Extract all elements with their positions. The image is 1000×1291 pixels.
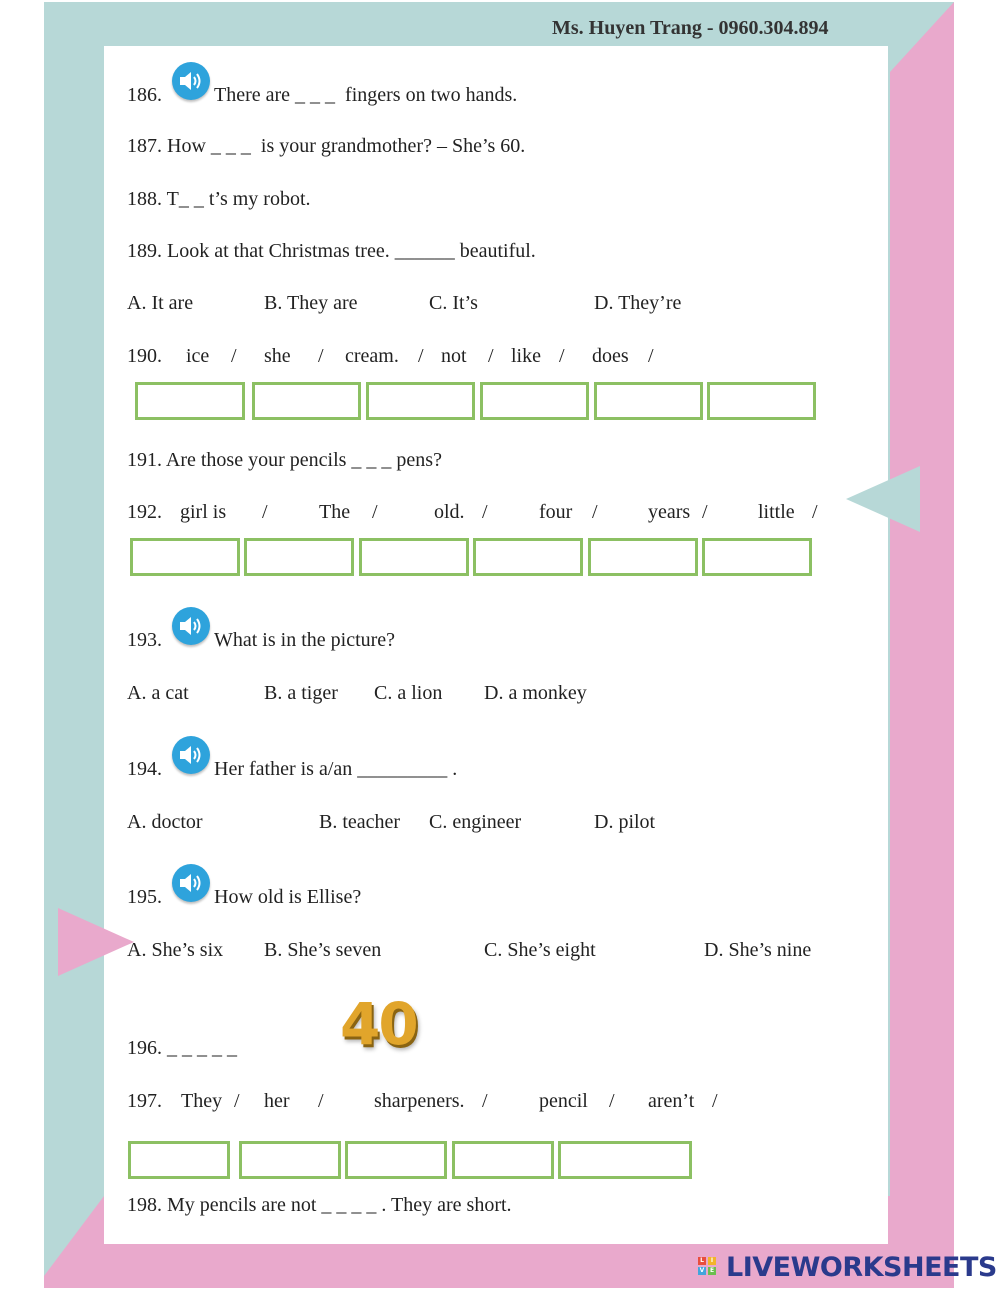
q197-word: her	[264, 1090, 290, 1112]
q192-slash: /	[592, 501, 598, 523]
q192-answer-box-6[interactable]	[702, 538, 812, 576]
q189-option-b[interactable]: B. They are	[264, 292, 358, 314]
q189-option-d[interactable]: D. They’re	[594, 292, 682, 314]
q190-slash: /	[231, 345, 237, 367]
q190-word: not	[441, 345, 467, 367]
q195-option-d[interactable]: D. She’s nine	[704, 939, 812, 961]
q195-option-c[interactable]: C. She’s eight	[484, 939, 596, 961]
q192-slash: /	[482, 501, 488, 523]
q195-number: 195.	[127, 886, 162, 908]
q196-text: 196. _ _ _ _ _	[127, 1037, 237, 1059]
q197-word: aren’t	[648, 1090, 695, 1112]
q192-word: old.	[434, 501, 465, 523]
q190-word: does	[592, 345, 629, 367]
q193-text: What is in the picture?	[214, 629, 396, 651]
q195-option-b[interactable]: B. She’s seven	[264, 939, 382, 961]
q187-text: 187. How _ _ _ is your grandmother? – She’s 60.	[127, 135, 526, 157]
q189-option-a[interactable]: A. It are	[127, 292, 194, 314]
q186-number: 186.	[127, 84, 162, 106]
q192-word: four	[539, 501, 573, 523]
q197-slash: /	[712, 1090, 718, 1112]
q195-text: How old is Ellise?	[214, 886, 362, 908]
q193-option-d[interactable]: D. a monkey	[484, 682, 587, 704]
q197-word: They	[181, 1090, 223, 1112]
q197-answer-box-2[interactable]	[239, 1141, 341, 1179]
q191-text: 191. Are those your pencils _ _ _ pens?	[127, 449, 442, 471]
q192-word: girl is	[180, 501, 227, 523]
speaker-icon	[179, 744, 203, 766]
pink-triangle-decoration	[58, 908, 134, 976]
teal-triangle-decoration	[846, 466, 920, 532]
q190-answer-box-1[interactable]	[135, 382, 245, 420]
speaker-icon	[179, 872, 203, 894]
q194-number: 194.	[127, 758, 162, 780]
q190-word: like	[511, 345, 541, 367]
q190-word: cream.	[345, 345, 399, 367]
q190-number: 190.	[127, 345, 162, 367]
q197-slash: /	[609, 1090, 615, 1112]
pink-frame-right	[890, 2, 954, 1244]
q197-answer-box-4[interactable]	[452, 1141, 554, 1179]
q192-word: The	[319, 501, 351, 523]
q194-audio-button[interactable]	[172, 736, 210, 774]
q197-answer-box-1[interactable]	[128, 1141, 230, 1179]
q197-number: 197.	[127, 1090, 162, 1112]
q190-slash: /	[488, 345, 494, 367]
q197-slash: /	[234, 1090, 240, 1112]
q193-audio-button[interactable]	[172, 607, 210, 645]
q192-answer-box-5[interactable]	[588, 538, 698, 576]
q190-answer-box-5[interactable]	[594, 382, 703, 420]
q188-text: 188. T_ _ t’s my robot.	[127, 188, 311, 210]
q192-slash: /	[372, 501, 378, 523]
q192-answer-box-1[interactable]	[130, 538, 240, 576]
q194-text: Her father is a/an _________ .	[214, 758, 458, 780]
q190-word: ice	[186, 345, 210, 367]
q197-answer-box-3[interactable]	[345, 1141, 447, 1179]
q197-slash: /	[318, 1090, 324, 1112]
q192-number: 192.	[127, 501, 162, 523]
q195-option-a[interactable]: A. She’s six	[127, 939, 224, 961]
logo-letter-i: I	[708, 1257, 716, 1265]
q193-number: 193.	[127, 629, 162, 651]
speaker-icon	[179, 70, 203, 92]
q190-word: she	[264, 345, 291, 367]
q189-option-c[interactable]: C. It’s	[429, 292, 478, 314]
q197-answer-box-5[interactable]	[558, 1141, 692, 1179]
q186-text: There are _ _ _ fingers on two hands.	[214, 84, 518, 106]
q194-option-b[interactable]: B. teacher	[319, 811, 401, 833]
q192-slash: /	[262, 501, 268, 523]
q190-slash: /	[559, 345, 565, 367]
q190-answer-box-3[interactable]	[366, 382, 475, 420]
q192-slash: /	[702, 501, 708, 523]
q192-word: years	[648, 501, 691, 523]
q194-option-c[interactable]: C. engineer	[429, 811, 522, 833]
q186-audio-button[interactable]	[172, 62, 210, 100]
teacher-header: Ms. Huyen Trang - 0960.304.894	[552, 17, 829, 39]
logo-letter-v: V	[699, 1267, 705, 1274]
q189-text: 189. Look at that Christmas tree. ______ beautiful.	[127, 240, 536, 262]
q190-slash: /	[418, 345, 424, 367]
logo-text: LIVEWORKSHEETS	[726, 1252, 997, 1283]
q194-option-d[interactable]: D. pilot	[594, 811, 656, 833]
q190-answer-box-4[interactable]	[480, 382, 589, 420]
q192-answer-box-4[interactable]	[473, 538, 583, 576]
q197-word: sharpeners.	[374, 1090, 465, 1112]
q190-slash: /	[648, 345, 654, 367]
q192-slash: /	[812, 501, 818, 523]
q190-slash: /	[318, 345, 324, 367]
q192-answer-box-3[interactable]	[359, 538, 469, 576]
q190-answer-box-6[interactable]	[707, 382, 816, 420]
q197-slash: /	[482, 1090, 488, 1112]
q197-word: pencil	[539, 1090, 588, 1112]
q193-option-a[interactable]: A. a cat	[127, 682, 189, 704]
q193-option-c[interactable]: C. a lion	[374, 682, 443, 704]
speaker-icon	[179, 615, 203, 637]
q194-option-a[interactable]: A. doctor	[127, 811, 203, 833]
q198-text: 198. My pencils are not _ _ _ _ . They are short.	[127, 1194, 512, 1216]
q192-answer-box-2[interactable]	[244, 538, 354, 576]
number-40-picture: 40	[340, 990, 417, 1058]
q193-option-b[interactable]: B. a tiger	[264, 682, 338, 704]
logo-letter-l: L	[698, 1257, 706, 1265]
q195-audio-button[interactable]	[172, 864, 210, 902]
q190-answer-box-2[interactable]	[252, 382, 361, 420]
logo-letter-e: E	[709, 1267, 715, 1274]
q192-word: little	[758, 501, 795, 523]
